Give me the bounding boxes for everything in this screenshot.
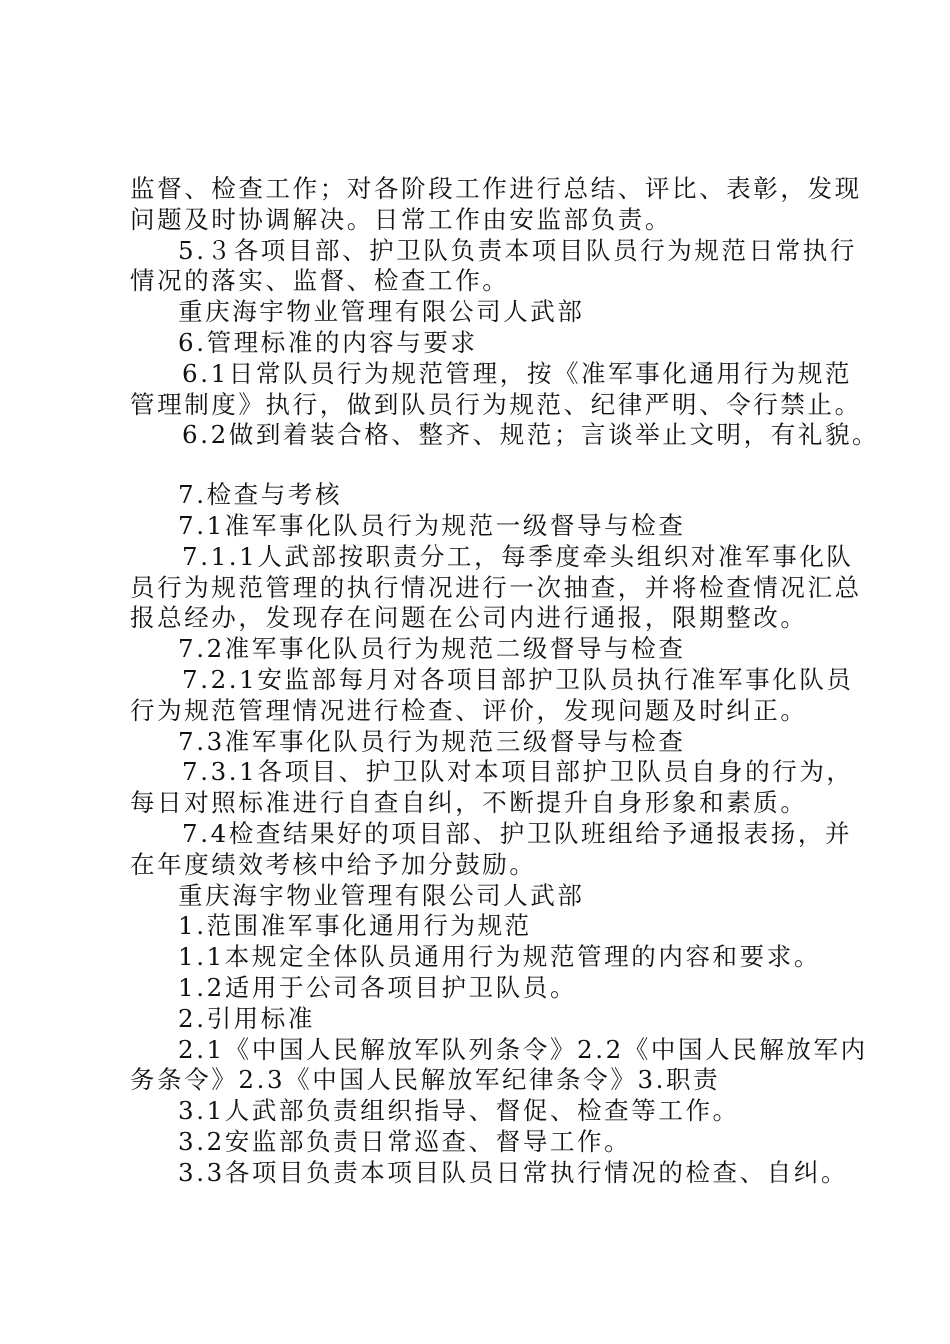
company-name: 重庆海宇物业管理有限公司人武部 [178,880,585,910]
paragraph-line: 监督、检查工作；对各阶段工作进行总结、评比、表彰，发现 [130,174,862,203]
paragraph-line: 行为规范管理情况进行检查、评价，发现问题及时纠正。 [130,695,808,725]
paragraph-line: 6.1日常队员行为规范管理，按《准军事化通用行为规范 [182,358,853,388]
section-heading: 6.管理标准的内容与要求 [178,327,478,357]
document-body [130,174,880,1189]
company-name: 重庆海宇物业管理有限公司人武部 [178,297,585,327]
paragraph-line: 5.３各项目部、护卫队负责本项目队员行为规范日常执行 [178,235,857,265]
paragraph-line: 情况的落实、监督、检查工作。 [130,266,510,296]
paragraph-line: 7.3.1各项目、护卫队对本项目部护卫队员自身的行为， [182,757,854,787]
paragraph-line: 报总经办，发现存在问题在公司内进行通报，限期整改。 [130,603,808,633]
paragraph-line: 在年度绩效考核中给予加分鼓励。 [130,849,537,879]
paragraph-line: 问题及时协调解决。日常工作由安监部负责。 [130,204,672,234]
paragraph-line: 2.1《中国人民解放军队列条令》2.2《中国人民解放军内 [178,1034,868,1064]
blank-line [130,451,850,480]
paragraph-line: 管理制度》执行，做到队员行为规范、纪律严明、令行禁止。 [130,389,862,419]
subsection-heading: 7.1准军事化队员行为规范一级督导与检查 [178,510,686,540]
paragraph-line: 1.2适用于公司各项目护卫队员。 [178,972,578,1002]
paragraph-line: 每日对照标准进行自查自纠，不断提升自身形象和素质。 [130,788,808,818]
paragraph-line: 3.3各项目负责本项目队员日常执行情况的检查、自纠。 [178,1157,849,1187]
paragraph-line: 7.2.1安监部每月对各项目部护卫队员执行准军事化队员 [182,664,854,694]
subsection-heading: 7.2准军事化队员行为规范二级督导与检查 [178,634,686,664]
paragraph-line: 1.1本规定全体队员通用行为规范管理的内容和要求。 [178,942,821,972]
paragraph-line: 3.2安监部负责日常巡查、督导工作。 [178,1126,632,1156]
paragraph-line: 6.2做到着装合格、整齐、规范；言谈举止文明，有礼貌。 [182,420,880,450]
section-heading: 2.引用标准 [178,1003,315,1033]
paragraph-line: 7.1.1人武部按职责分工，每季度牵头组织对准军事化队 [182,541,854,571]
paragraph-line: 3.1人武部负责组织指导、督促、检查等工作。 [178,1096,740,1126]
paragraph-line: 务条令》2.3《中国人民解放军纪律条令》3.职责 [130,1065,721,1095]
paragraph-line: 员行为规范管理的执行情况进行一次抽查，并将检查情况汇总 [130,572,862,602]
section-heading: 7.检查与考核 [178,480,343,510]
subsection-heading: 7.3准军事化队员行为规范三级督导与检查 [178,726,686,756]
section-heading: 1.范围准军事化通用行为规范 [178,911,532,941]
paragraph-line: 7.4检查结果好的项目部、护卫队班组给予通报表扬，并 [182,818,853,848]
